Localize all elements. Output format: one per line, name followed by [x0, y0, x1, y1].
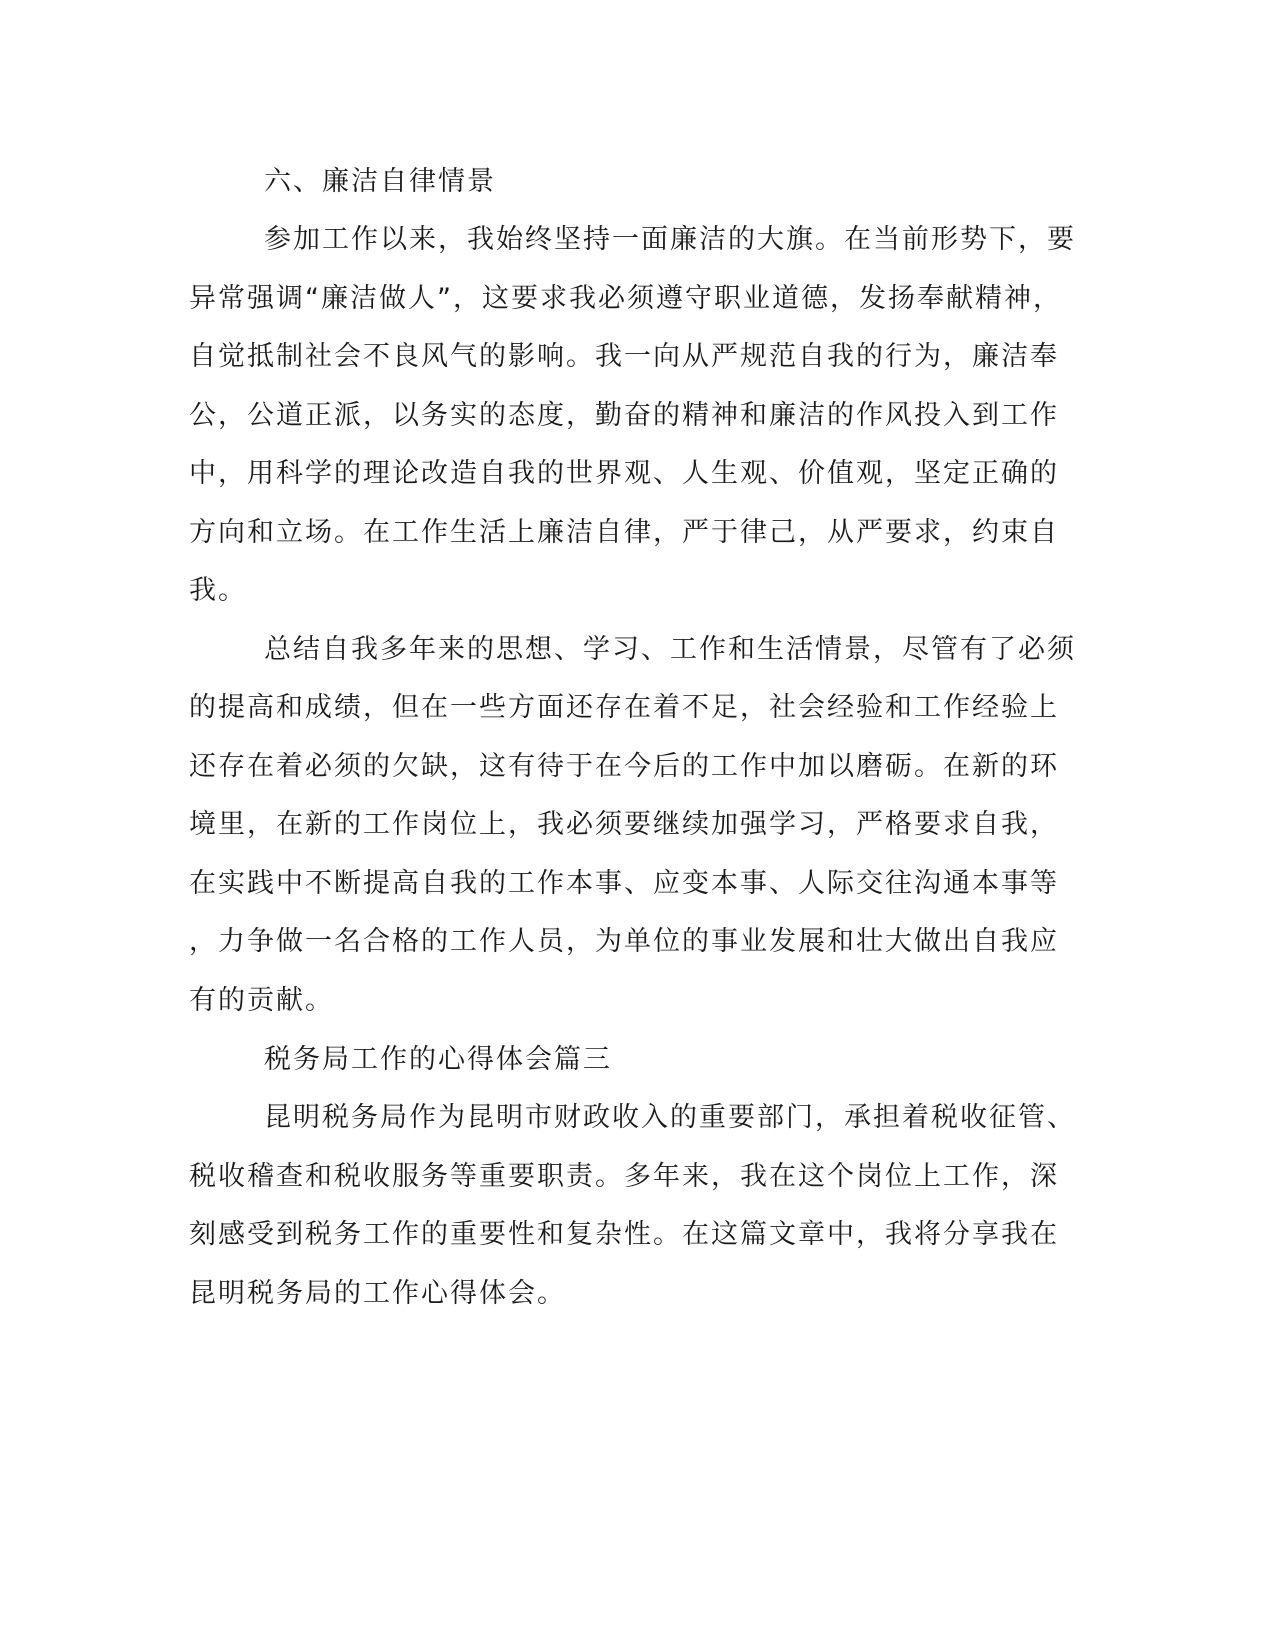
text-line: 中，用科学的理论改造自我的世界观、人生观、价值观，坚定正确的 [189, 458, 1059, 489]
text-line: 还存在着必须的欠缺，这有待于在今后的工作中加以磨砺。在新的环 [189, 751, 1059, 782]
text-line: 公，公道正派，以务实的态度，勤奋的精神和廉洁的作风投入到工作 [189, 400, 1059, 431]
text-line: 异常强调“廉洁做人”，这要求我必须遵守职业道德，发扬奉献精神， [189, 283, 1062, 314]
text-line: 自觉抵制社会不良风气的影响。我一向从严规范自我的行为，廉洁奉 [189, 341, 1059, 372]
text-line: 的提高和成绩，但在一些方面还存在着不足，社会经验和工作经验上 [189, 692, 1059, 723]
text-line: 我。 [189, 575, 247, 606]
text-line: 有的贡献。 [189, 985, 334, 1016]
text-line: 在实践中不断提高自我的工作本事、应变本事、人际交往沟通本事等 [189, 868, 1059, 899]
section-heading: 六、廉洁自律情景 [264, 166, 496, 197]
text-line: 境里，在新的工作岗位上，我必须要继续加强学习，严格要求自我， [189, 809, 1059, 840]
text-line: 昆明税务局的工作心得体会。 [189, 1278, 566, 1309]
text-line: 刻感受到税务工作的重要性和复杂性。在这篇文章中，我将分享我在 [189, 1219, 1059, 1250]
text-line: 参加工作以来，我始终坚持一面廉洁的大旗。在当前形势下，要 [264, 224, 1076, 255]
section-heading: 税务局工作的心得体会篇三 [264, 1044, 612, 1075]
text-line: 昆明税务局作为昆明市财政收入的重要部门，承担着税收征管、 [264, 1102, 1076, 1133]
text-line: 总结自我多年来的思想、学习、工作和生活情景，尽管有了必须 [264, 634, 1076, 665]
text-line: 方向和立场。在工作生活上廉洁自律，严于律己，从严要求，约束自 [189, 517, 1059, 548]
text-line: 税收稽查和税收服务等重要职责。多年来，我在这个岗位上工作，深 [189, 1161, 1059, 1192]
text-line: ，力争做一名合格的工作人员，为单位的事业发展和壮大做出自我应 [189, 926, 1059, 957]
